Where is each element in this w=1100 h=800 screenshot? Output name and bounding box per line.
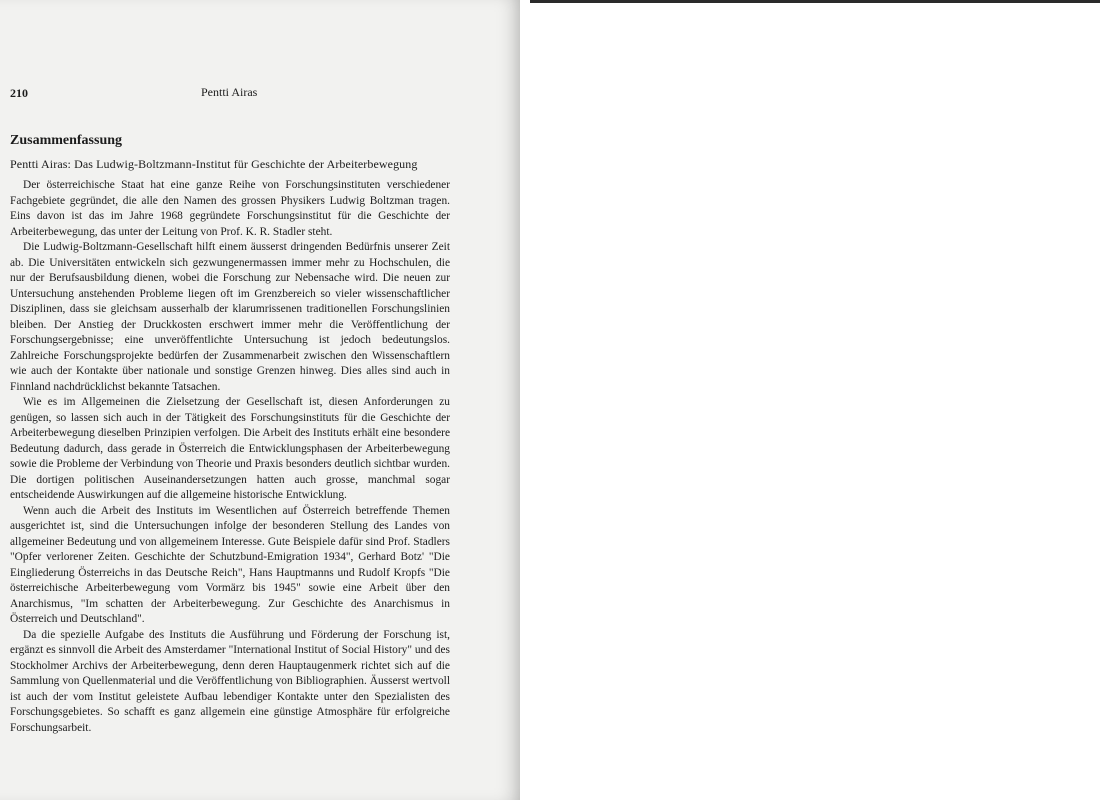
running-head: Pentti Airas — [201, 85, 258, 99]
paragraph-3: Wie es im Allgemeinen die Zielsetzung der Gesellschaft ist, diesen Anforderungen zu genügen, so lassen sich auch in der Tätigkeit des Forschungsinstituts für die Geschichte der Arbeiterbewegung dieselben Prinzipien verfolgen. Die Arbeit des Instituts erhält eine besondere Bedeutung dadurch, dass gerade in Österreich die Entwicklungsphasen der Arbeiterbewegung sowie die Probleme der Verbindung von Theorie und Praxis besonders deutlich sichtbar wurden. Die dortigen politischen Auseinandersetzungen hatten auch grosse, manchmal sogar entscheidende Auswirkungen auf die allgemeine historische Entwicklung. — [10, 396, 450, 501]
body-text — [10, 178, 450, 736]
paragraph-4: Wenn auch die Arbeit des Instituts im Wesentlichen auf Österreich betreffende Themen ausgerichtet ist, sind die Untersuchungen infolge der besonderen Stellung des Landes von allgemeiner Bedeutung und von allgemeinem Interesse. Gute Beispiele dafür sind Prof. Stadlers "Opfer verlorener Zeiten. Geschichte der Schutzbund-Emigration 1934", Gerhard Botz' "Die Eingliederung Österreichs in das Deutsche Reich", Hans Hauptmanns und Rudolf Kropfs "Die österreichische Arbeiterbewegung vom Vormärz bis 1945" sowie eine Arbeit über den Anarchismus, "Im schatten der Arbeiterbewegung. Zur Geschichte des Anarchismus in Österreich und Deutschland". — [10, 504, 450, 625]
right-page-blank — [520, 0, 1100, 800]
article-subtitle: Pentti Airas: Das Ludwig-Boltzmann-Institut für Geschichte der Arbeiterbewegung — [10, 157, 418, 171]
paragraph-2: Die Ludwig-Boltzmann-Gesellschaft hilft einem äusserst dringenden Bedürfnis unserer Zeit ab. Die Universitäten entwickeln sich gezwungenermassen immer mehr zu Hochschulen, die nur der Berufsausbildung dienen, wobei die Forschung zur Nebensache wird. Die neuen zur Untersuchung anstehenden Probleme liegen oft im Grenzbereich so vieler wissenschaftlicher Disziplinen, dass sie gleichsam ausserhalb der klarumrissenen traditionellen Forschungslinien bleiben. Der Anstieg der Druckkosten erschwert immer mehr die Veröffentlichung der Forschungsergebnisse; eine unveröffentlichte Untersuchung ist jedoch bedeutungslos. Zahlreiche Forschungsprojekte bedürfen der Zusammenarbeit zwischen den Wissenschaftlern wie auch der Kontakte über nationale und sonstige Grenzen hinweg. Dies alles sind auch in Finnland nachdrücklichst bekannte Tatsachen. — [10, 241, 450, 393]
section-title: Zusammenfassung — [10, 133, 123, 148]
page-number: 210 — [10, 86, 28, 100]
paragraph-1: Der österreichische Staat hat eine ganze Reihe von Forschungsinstituten verschiedener Fachgebiete gegründet, die alle den Namen des grossen Physikers Ludwig Boltzman tragen. Eins davon ist das im Jahre 1968 gegründete Forschungsinstitut für die Geschichte der Arbeiterbewegung, das unter der Leitung von Prof. K. R. Stadler steht. — [10, 179, 450, 238]
left-page — [0, 0, 520, 800]
scan-top-edge — [530, 0, 1100, 3]
paragraph-5: Da die spezielle Aufgabe des Instituts die Ausführung und Förderung der Forschung ist, ergänzt es sinnvoll die Arbeit des Amsterdamer "International Institut of Social History" und des Stockholmer Archivs der Arbeiterbewegung, denn deren Hauptaugenmerk richtet sich auf die Sammlung von Quellenmaterial und die Veröffentlichung von Bibliographien. Äusserst wertvoll ist auch der vom Institut geleistete Aufbau lebendiger Kontakte unter den Spezialisten des Forschungsgebietes. So schafft es ganz allgemein eine günstige Atmosphäre für erfolgreiche Forschungsarbeit. — [10, 628, 450, 734]
